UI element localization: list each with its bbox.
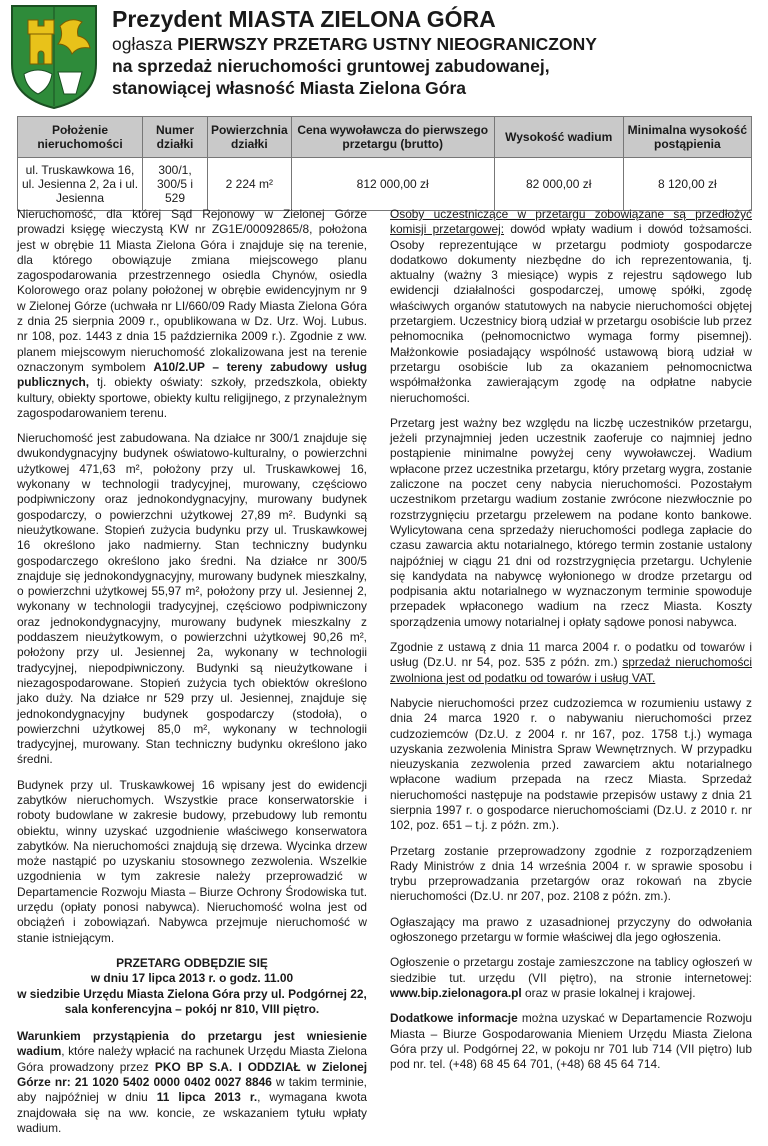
city-crest-icon (8, 2, 100, 110)
participant-requirements (390, 207, 752, 406)
col-header-area: Powierzchnia działki (208, 117, 292, 158)
vat-note (390, 640, 752, 686)
auction-notice-date: w dniu 17 lipca 2013 r. o godz. 11.00 (90, 971, 294, 986)
publication-note-text: Ogłoszenie o przetargu zostaje zamieszczone na tablicy ogłoszeń w siedzibie tut. urzędu (VII piętro), na stronie internetowej: (390, 955, 752, 985)
regulation-note: Przetarg zostanie przeprowadzony zgodnie z rozporządzeniem Rady Ministrów z dnia 14 września 2004 r. w sprawie sposobu i trybu przeprowadzania przetargów oraz rokowań na zbycie nieruchomości (Dz.U. nr 207, poz. 2108 z późn. zm.). (390, 843, 752, 904)
auction-notice-place: w siedzibie Urzędu Miasta Zielona Góra przy ul. Podgórnej 22, sala konferencyjna – pokój nr 810, VIII piętro. (17, 986, 367, 1016)
bank-account: PKO BP S.A. I ODDZIAŁ w Zielonej Górze nr: 21 1020 5402 0000 0402 0027 8846 (17, 1059, 367, 1090)
website-link[interactable]: www.bip.zielonagora.pl (390, 985, 522, 1000)
cell-area: 2 224 m² (208, 158, 292, 211)
deposit-deadline-text: w takim terminie, aby najpóźniej w dniu (17, 1075, 367, 1105)
deposit-condition-lead: Warunkiem przystąpienia do przetargu jest wniesienie wadium (17, 1029, 367, 1059)
cell-deposit: 82 000,00 zł (494, 158, 623, 211)
deposit-conditions (17, 1029, 367, 1136)
col-header-parcel: Numer działki (143, 117, 208, 158)
header-title-prefix: Prezydent (112, 6, 229, 32)
publication-note (390, 955, 752, 1001)
deposit-condition-tail: , wymagana kwota znajdowała się na ww. koncie, ze wskazaniem tytułu wpłaty wadium. (17, 1090, 367, 1135)
deposit-deadline-date: 11 lipca 2013 r. (156, 1090, 258, 1105)
heritage-description: Budynek przy ul. Truskawkowej 16 wpisany jest do ewidencji zabytków nieruchomych. Wszystkie prace konserwatorskie i roboty budowlane w zakresie budowy, przebudowy lub remontu obiektu, winny uzyskać uzgodnienie właściwego konserwatora zabytków. Na nieruchomości znajdują się drzewa. Wycinka drzew może nastąpić po uzyskaniu stosownego zezwolenia. Wszelkie uzgodnienia w tym zakresie należy przeprowadzić w Departamencie Rozwoju Miasta – Biurze Ochrony Środowiska tut. urzędu (opłaty ponosi nabywca). Nieruchomość wolna jest od obciążeń i zobowiązań. Nabywca przejmuje nieruchomość w stanie istniejącym. (17, 777, 367, 945)
cell-min-bid: 8 120,00 zł (623, 158, 751, 211)
vat-note-text: Zgodnie z ustawą z dnia 11 marca 2004 r. o podatku od towarów i usług (Dz.U. nr 54, poz. 535 z późn. zm.) (390, 640, 752, 670)
table-header-row (18, 117, 752, 158)
header-title-main: MIASTA ZIELONA GÓRA (228, 6, 496, 32)
right-column (390, 207, 752, 1082)
col-header-price: Cena wywoławcza do pierwszego przetargu (brutto) (291, 117, 494, 158)
buildings-description: Nieruchomość jest zabudowana. Na działce nr 300/1 znajduje się dwukondygnacyjny budynek oświatowo-kulturalny, o powierzchni użytkowej 471,63 m², położony przy ul. Truskawkowej 16, wykonany w technologii tradycyjnej, murowany, częściowo podpiwniczony oraz jednokondygnacyjny, murowany budynek gospodarczy, o powierzchni użytkowej 27,89 m². Budynki są nieużytkowane. Stopień zużycia budynku przy ul. Truskawkowej 16 określono jako nadmierny. Stan techniczny budynku gospodarczego określono jako średni. Na działce nr 300/5 znajduje się jednokondygnacyjny, murowany budynek mieszkalny, o powierzchni użytkowej 55,97 m², położony przy ul. Jesiennej 2, wykonany w technologii tradycyjnej, częściowo podpiwniczony oraz jednokondygnacyjny, murowany budynek mieszkalny z poddaszem nieużytkowym, o powierzchni użytkowej 90,26 m², położony przy ul. Jesiennej 2a, wykonany w technologii tradycyjnej, niepodpiwniczony. Budynki są nieużytkowane i niezagospodarowane. Stopień zużycia tych obiektów określono jako duży. Na działce nr 529 przy ul. Jesiennej, znajduje się jednokondygnacyjny budynek gospodarczy (stodoła), o powierzchni użytkowej 85,0 m², wykonany w technologii tradycyjnej, murowany. Stan techniczny budynku określono jako średni. (17, 431, 367, 767)
left-column (17, 207, 367, 1146)
participant-requirements-lead: Osoby uczestniczące w przetargu zobowiązane są przedłożyć komisji przetargowej: (390, 207, 752, 237)
contact-info-lead: Dodatkowe informacje (390, 1011, 518, 1026)
property-table (17, 116, 752, 211)
auction-notice (17, 956, 367, 1017)
header-subtitle-bold: PIERWSZY PRZETARG USTNY NIEOGRANICZONY (177, 34, 597, 54)
contact-info (390, 1011, 752, 1072)
cell-parcels: 300/1, 300/5 i 529 (143, 158, 208, 211)
foreigner-note: Nabycie nieruchomości przez cudzoziemca w rozumieniu ustawy z dnia 24 marca 1920 r. o nabywaniu nieruchomości przez cudzoziemców (Dz.U. z 2004 r. nr 167, poz. 1758 t.j.) wymaga uzyskania zezwolenia Ministra Spraw Wewnętrznych. W przypadku nieuzyskania zezwolenia przed zawarciem aktu notarialnego wpłacone wadium przepada na rzecz Miasta. Sprzedaż nieruchomości następuje na podstawie przepisów ustawy z dnia 21 sierpnia 1997 r. o gospodarce nieruchomościami (Dz.U. z 2010 r. nr 102, poz. 651 – t.j. z późn. zm.). (390, 695, 752, 833)
header-subtitle (112, 33, 752, 55)
publication-note-tail: oraz w prasie lokalnej i krajowej. (521, 985, 696, 1000)
announcement-header (112, 6, 752, 99)
vat-exemption: sprzedaż nieruchomości zwolniona jest od podatku od towarów i usług VAT. (390, 655, 752, 685)
cell-price: 812 000,00 zł (291, 158, 494, 211)
col-header-location: Położenie nieruchomości (18, 117, 143, 158)
zoning-description: tj. obiekty oświaty: szkoły, przedszkola, obiekty kultury, obiekty sportowe, obiekty kultu religijnego, z przynależnym zagospodarowaniem terenu. (17, 375, 367, 420)
header-title (112, 6, 752, 33)
header-line4: stanowiącej własność Miasta Zielona Góra (112, 78, 467, 98)
col-header-deposit: Wysokość wadium (494, 117, 623, 158)
header-subtitle-plain: ogłasza (112, 34, 178, 54)
deposit-condition-text: , które należy wpłacić na rachunek Urzędu Miasta Zielona Góra prowadzony przez (17, 1044, 367, 1074)
header-line3: na sprzedaż nieruchomości gruntowej zabudowanej, (112, 56, 550, 76)
cancellation-note: Ogłaszający ma prawo z uzasadnionej przyczyny do odwołania ogłoszonego przetargu w formie właściwej dla jego ogłoszenia. (390, 914, 752, 945)
property-description-text: Nieruchomość, dla której Sąd Rejonowy w Zielonej Górze prowadzi księgę wieczystą KW nr ZG1E/00092865/8, położona jest w obrębie 11 Miasta Zielona Góra i znajduje się na terenie, dla którego obowiązuje zmiana miejscowego planu zagospodarowania przestrzennego osiedla Chynów, osiedla Kolorowego oraz polany położonej w obrębie ewidencyjnym nr 9 w Zielonej Górze (uchwała nr LI/660/09 Rady Miasta Zielona Góra z dnia 25 sierpnia 2009 r., opublikowana w Dz. Urz. Woj. Lubus. nr 108, poz. 1443 z dnia 15 października 2009 r.). Zgodnie z ww. planem miejscowym nieruchomość zlokalizowana jest na terenie oznaczonym symbolem (17, 207, 367, 374)
table-row (18, 158, 752, 211)
auction-validity: Przetarg jest ważny bez względu na liczbę uczestników przetargu, jeżeli przynajmniej jeden uczestnik zaoferuje co najmniej jedno postąpienie minimalne powyżej ceny wywoławczej. Wadium wpłacone przez uczestnika przetargu, który przetarg wygra, zostanie zaliczone na poczet ceny nabycia nieruchomości. Pozostałym uczestnikom przetargu wadium zostanie zwrócone niezwłocznie po rozstrzygnięciu przetargu przelewem na podane konto bankowe. Wylicytowana cena sprzedaży nieruchomości podlega zapłacie do czasu zawarcia aktu notarialnego, którego termin zostanie ustalony najpóźniej w ciągu 21 dni od rozstrzygnięcia przetargu. Uchylenie się kandydata na nabywcę wyłonionego w drodze przetargu od podpisania aktu notarialnego w wyznaczonym terminie spowoduje przepadek wpłaconego wadium na rzecz Miasta. Koszty sporządzenia umowy notarialnej i opłaty sądowe ponosi nabywca. (390, 415, 752, 629)
col-header-min-bid: Minimalna wysokość postąpienia (623, 117, 751, 158)
zoning-symbol: A10/2.UP – tereny zabudowy usług publicznych, (17, 359, 367, 390)
property-description (17, 207, 367, 421)
auction-notice-title: PRZETARG ODBĘDZIE SIĘ (116, 955, 268, 970)
participant-requirements-text: dowód wpłaty wadium i dowód tożsamości. Osoby reprezentujące w przetargu podmioty gospodarcze dodatkowo dokumenty niezbędne do ich reprezentowania, tj. aktualny (ważny 3 miesiące) wypis z rejestru sądowego lub ewidencji działalności gospodarczej, umowę spółki, zgodę właściwych organów statutowych na nabycie nieruchomości objętej przetargiem. Uczestnicy biorą udział w przetargu osobiście lub przez pełnomocnika (pełnomocnictwo wymaga formy pisemnej). Małżonkowie posiadający wspólność ustawową biorą udział w przetargu osobiście lub za okazaniem pełnomocnictwa współmałżonka zawierającym zgodę na odpłatne nabycie nieruchomości. (390, 222, 752, 405)
contact-info-text: można uzyskać w Departamencie Rozwoju Miasta – Biurze Gospodarowania Mieniem Urzędu Miasta Zielona Góra przy ul. Podgórnej 22, w pokoju nr 701 lub 714 (VII piętro) lub pod nr. tel. (+48) 68 45 64 701, (+48) 68 45 64 714. (390, 1011, 752, 1072)
cell-location: ul. Truskawkowa 16, ul. Jesienna 2, 2a i ul. Jesienna (18, 158, 143, 211)
